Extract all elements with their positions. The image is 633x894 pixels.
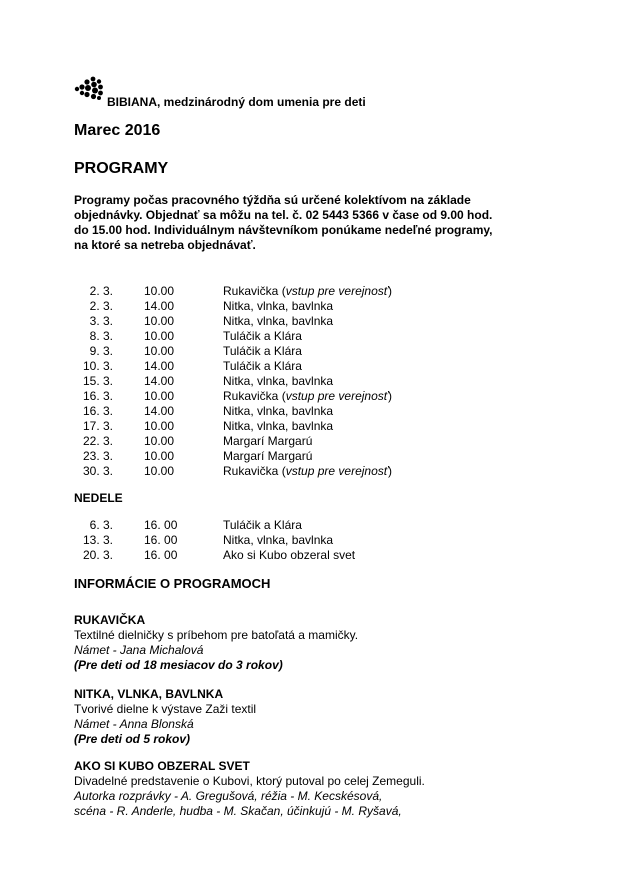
schedule-title: Nitka, vlnka, bavlnka — [223, 299, 334, 313]
program-description: Textilné dielničky s príbehom pre batoľatá a mamičky. — [74, 628, 359, 642]
schedule-date: 2. 3. — [89, 284, 113, 298]
program-credits: Autorka rozprávky - A. Gregušová, réžia - M. Kecskésová, — [74, 789, 383, 803]
schedule-time: 10.00 — [144, 344, 175, 358]
schedule-date: 30. 3. — [82, 464, 113, 478]
organization-name: BIBIANA, medzinárodný dom umenia pre deti — [107, 95, 366, 109]
schedule-time: 10.00 — [144, 464, 175, 478]
schedule-date: 22. 3. — [82, 434, 113, 448]
schedule-title: Tuláčik a Klára — [223, 329, 302, 343]
info-heading: INFORMÁCIE O PROGRAMOCH — [74, 576, 271, 591]
schedule-time: 16. 00 — [144, 518, 178, 532]
program-age: (Pre deti od 18 mesiacov do 3 rokov) — [74, 658, 283, 672]
schedule-title: Nitka, vlnka, bavlnka — [223, 404, 334, 418]
schedule-date: 9. 3. — [89, 344, 113, 358]
intro-line: do 15.00 hod. Individuálnym návštevníkom ponúkame nedeľné programy, — [74, 223, 493, 237]
schedule-time: 14.00 — [144, 299, 175, 313]
intro-line: objednávky. Objednať sa môžu na tel. č. 02 5443 5366 v čase od 9.00 hod. — [74, 208, 493, 222]
schedule-title: Nitka, vlnka, bavlnka — [223, 419, 334, 433]
schedule-title: Margarí Margarú — [223, 434, 313, 448]
schedule-title: Rukavička (vstup pre verejnosť) — [223, 284, 393, 298]
schedule-date: 16. 3. — [82, 389, 113, 403]
schedule-time: 10.00 — [144, 389, 175, 403]
schedule-date: 2. 3. — [89, 299, 113, 313]
schedule-time: 10.00 — [144, 329, 175, 343]
schedule-date: 13. 3. — [82, 533, 113, 547]
schedule-date: 3. 3. — [89, 314, 113, 328]
schedule-date: 6. 3. — [89, 518, 113, 532]
schedule-date: 15. 3. — [82, 374, 113, 388]
programs-title: PROGRAMY — [74, 160, 169, 177]
intro-paragraph — [74, 193, 544, 253]
schedule-note: vstup pre verejnosť — [285, 389, 389, 403]
schedule-note: vstup pre verejnosť — [285, 464, 389, 478]
schedule-title: Margarí Margarú — [223, 449, 313, 463]
schedule-time: 10.00 — [144, 434, 175, 448]
schedule-time: 14.00 — [144, 374, 175, 388]
program-description: Divadelné predstavenie o Kubovi, ktorý putoval po celej Zemeguli. — [74, 774, 425, 788]
program-name: NITKA, VLNKA, BAVLNKA — [74, 687, 224, 701]
schedule-title: Nitka, vlnka, bavlnka — [223, 314, 334, 328]
schedule-title: Nitka, vlnka, bavlnka — [223, 374, 334, 388]
schedule-time: 14.00 — [144, 359, 175, 373]
program-age: (Pre deti od 5 rokov) — [74, 732, 191, 746]
intro-line: Programy počas pracovného týždňa sú určené kolektívom na základe — [74, 193, 471, 207]
program-info-rukavicka — [74, 613, 534, 673]
sunday-heading: NEDELE — [74, 491, 123, 505]
schedule-title: Ako si Kubo obzeral svet — [223, 548, 356, 562]
schedule-note: vstup pre verejnosť — [285, 284, 389, 298]
program-description: Tvorivé dielne k výstave Zaži textil — [74, 702, 257, 716]
schedule-title: Rukavička (vstup pre verejnosť) — [223, 389, 393, 403]
schedule-time: 10.00 — [144, 449, 175, 463]
schedule-date: 16. 3. — [82, 404, 113, 418]
schedule-date: 20. 3. — [82, 548, 113, 562]
program-credits: scéna - R. Anderle, hudba - M. Skačan, účinkujú - M. Ryšavá, — [74, 804, 402, 818]
schedule-date: 17. 3. — [82, 419, 113, 433]
program-name: AKO SI KUBO OBZERAL SVET — [74, 759, 250, 773]
schedule-time: 16. 00 — [144, 548, 178, 562]
schedule-title: Rukavička (vstup pre verejnosť) — [223, 464, 393, 478]
schedule-date: 10. 3. — [82, 359, 113, 373]
schedule-time: 10.00 — [144, 314, 175, 328]
schedule-time: 10.00 — [144, 419, 175, 433]
schedule-date: 23. 3. — [82, 449, 113, 463]
schedule-time: 16. 00 — [144, 533, 178, 547]
schedule-title: Tuláčik a Klára — [223, 344, 302, 358]
bibiana-dots-logo-icon — [74, 75, 104, 101]
schedule-time: 14.00 — [144, 404, 175, 418]
intro-line: na ktoré sa netreba objednávať. — [74, 238, 256, 252]
schedule-title: Tuláčik a Klára — [223, 359, 302, 373]
schedule-date: 8. 3. — [89, 329, 113, 343]
schedule-title: Nitka, vlnka, bavlnka — [223, 533, 334, 547]
program-info-nitka — [74, 687, 534, 747]
program-info-kubo — [74, 759, 534, 819]
program-credits: Námet - Jana Michalová — [74, 643, 204, 657]
schedule-title: Tuláčik a Klára — [223, 518, 302, 532]
month-title: Marec 2016 — [74, 122, 161, 139]
program-credits: Námet - Anna Blonská — [74, 717, 194, 731]
schedule-time: 10.00 — [144, 284, 175, 298]
program-name: RUKAVIČKA — [74, 613, 146, 627]
